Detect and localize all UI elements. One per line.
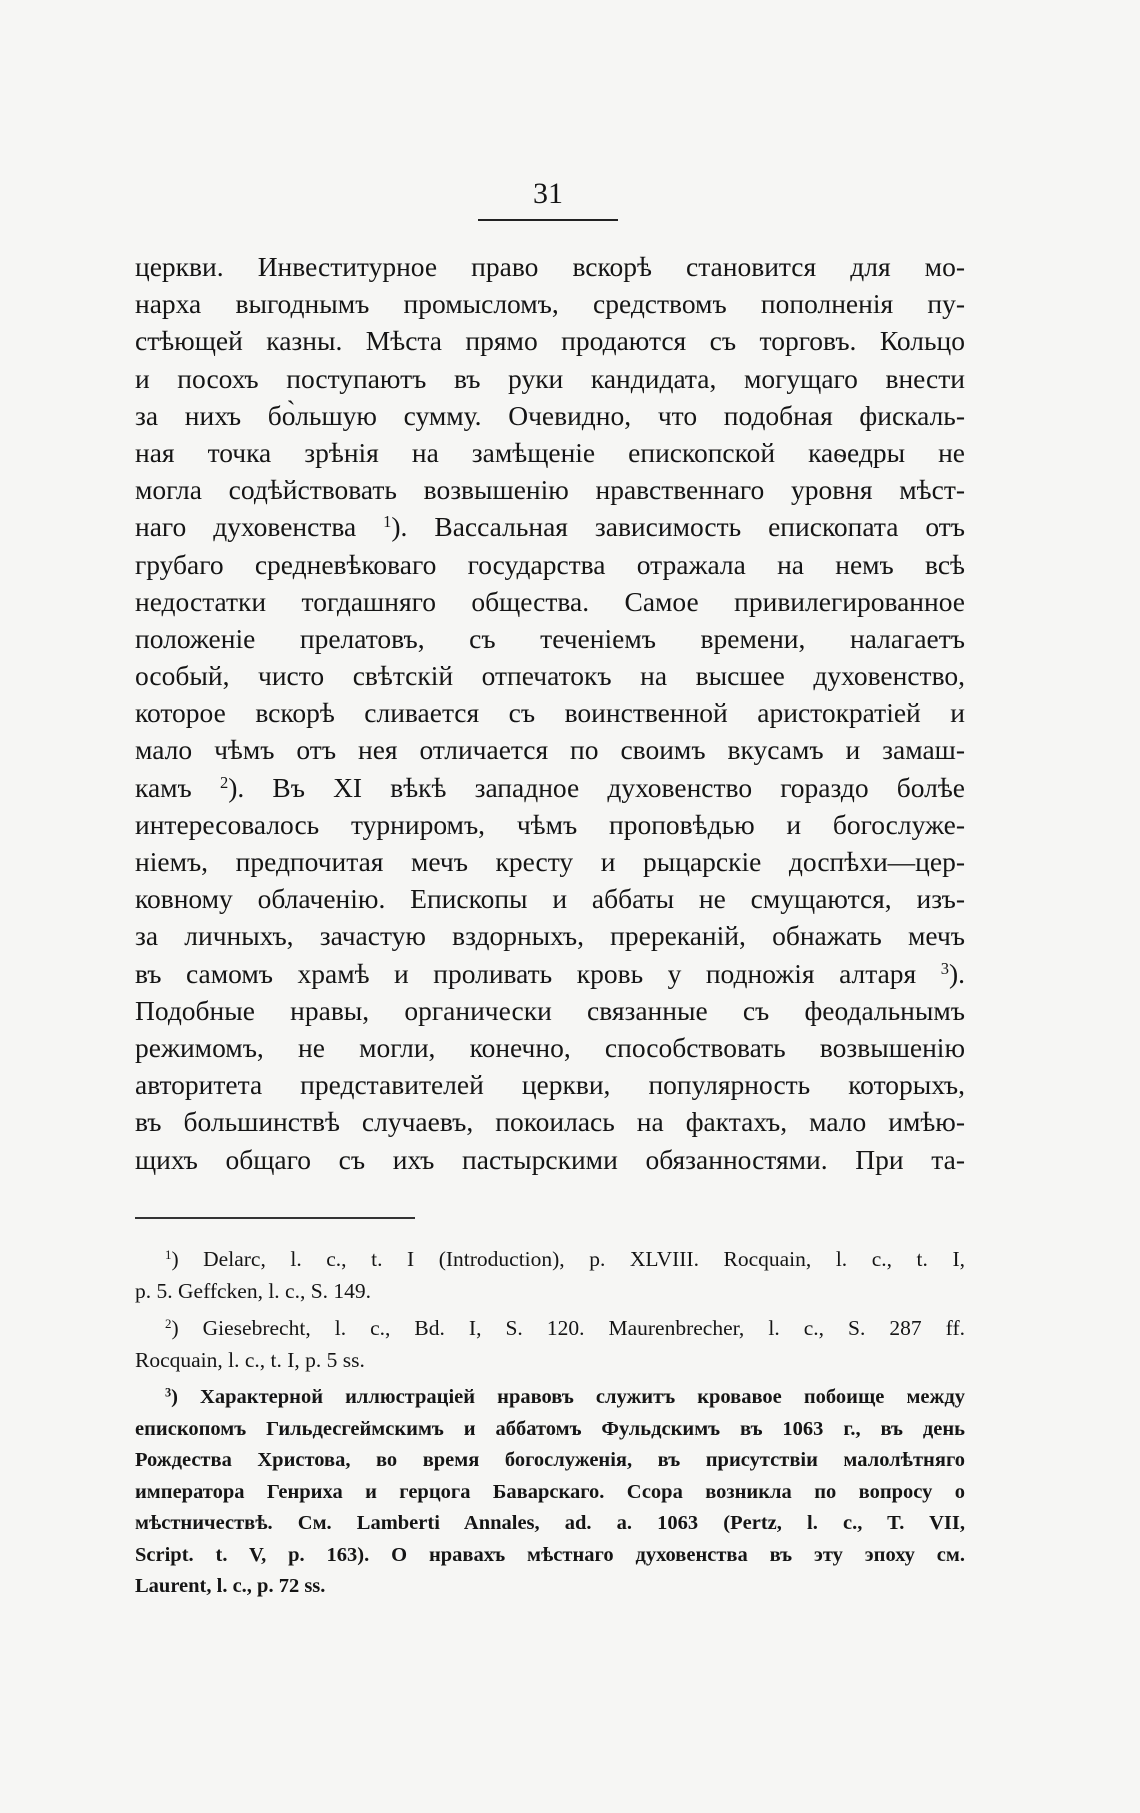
body-line [135, 508, 965, 545]
footnote-3 [135, 1382, 965, 1603]
footnote-line: мѣстничествѣ. См. Lamberti Annales, ad. a. 1063 (Pertz, l. c., T. VII, [135, 1512, 965, 1534]
body-line: ковному облаченію. Епископы и аббаты не смущаются, изъ- [135, 883, 965, 915]
body-line: положеніе прелатовъ, съ теченіемъ времени, налагаетъ [135, 622, 965, 654]
body-line: въ большинствѣ случаевъ, покоилась на фактахъ, мало имѣю- [135, 1106, 965, 1138]
footnote-1 [135, 1244, 965, 1307]
footnote-line: Script. t. V, p. 163). О нравахъ мѣстнаго духовенства въ эту эпоху см. [135, 1543, 965, 1566]
footnote-marker-1: 1 [383, 512, 392, 532]
body-line: стѣющей казны. Мѣста прямо продаются съ торговъ. Кольцо [135, 325, 965, 357]
body-line-text: камъ [135, 771, 192, 803]
footnote-line: Laurent, l. c., p. 72 ss. [135, 1575, 326, 1597]
body-line [135, 955, 965, 992]
body-line-text: ). Вассальная зависимость епископата отъ [391, 511, 965, 543]
body-line: нарха выгоднымъ промысломъ, средствомъ пополненія пу- [135, 288, 965, 320]
body-line-text: ). [948, 957, 965, 989]
body-line: Подобные нравы, органически связанные съ феодальнымъ [135, 994, 965, 1026]
footnote-line: Рождества Христова, во время богослуженія, въ присутствіи малолѣтняго [135, 1449, 965, 1471]
body-line-text: наго духовенства [135, 511, 357, 543]
footnote-marker-3: 3 [940, 958, 949, 978]
body-line-text: въ самомъ храмѣ и проливать кровь у подножія алтаря [135, 957, 917, 989]
footnote-text: ) Delarc, l. c., t. I (Introduction), p. XLVIII. Rocquain, l. c., t. I, [171, 1247, 965, 1271]
body-line: грубаго средневѣковаго государства отражала на немъ всѣ [135, 548, 965, 580]
page-number: 31 [533, 177, 563, 210]
footnote-line [135, 1313, 965, 1345]
footnote-line [135, 1244, 965, 1276]
page-number-rule [478, 219, 618, 221]
body-line: за личныхъ, зачастую вздорныхъ, пререканій, обнажать мечъ [135, 920, 965, 952]
body-line: ніемъ, предпочитая мечъ кресту и рыцарскіе доспѣхи—цер- [135, 846, 965, 877]
body-line: церкви. Инвеститурное право вскорѣ становится для мо- [135, 251, 965, 282]
footnote-line: p. 5. Geffcken, l. c., S. 149. [135, 1278, 372, 1303]
body-line: щихъ общаго съ ихъ пастырскими обязанностями. При та- [135, 1143, 965, 1175]
footnote-text: ) Giesebrecht, l. c., Bd. I, S. 120. Maurenbrecher, l. c., S. 287 ff. [171, 1316, 965, 1340]
body-line: и посохъ поступаютъ въ руки кандидата, могущаго внести [135, 362, 965, 394]
body-line: недостатки тогдашняго общества. Самое привилегированное [135, 585, 965, 617]
body-line: мало чѣмъ отъ нея отличается по своимъ вкусамъ и замаш- [135, 734, 965, 766]
footnote-line [135, 1382, 965, 1414]
body-line: режимомъ, не могли, конечно, способствовать возвышенію [135, 1031, 965, 1063]
footnote-number: 1 [165, 1247, 172, 1262]
body-line: за нихъ бо̀льшую сумму. Очевидно, что подобная фискаль- [135, 399, 965, 431]
footnote-text: ) Характерной иллюстраціей нравовъ служитъ кровавое побоище между [171, 1386, 965, 1408]
body-line: интересовалось турниромъ, чѣмъ проповѣдью и богослуже- [135, 808, 965, 840]
footnote-line: Rocquain, l. c., t. I, p. 5 ss. [135, 1347, 365, 1372]
footnote-line: императора Генриха и герцога Баварскаго. Ссора возникла по вопросу о [135, 1480, 965, 1503]
footnote-number: 2 [165, 1316, 172, 1331]
body-line: особый, чисто свѣтскій отпечатокъ на высшее духовенство, [135, 660, 965, 692]
body-line [135, 769, 965, 806]
footnote-marker-2: 2 [219, 772, 229, 792]
body-line-text: ). Въ XI вѣкѣ западное духовенство гораздо болѣе [228, 771, 965, 803]
body-line: ная точка зрѣнія на замѣщеніе епископской каѳедры не [135, 436, 965, 468]
footnote-2 [135, 1313, 965, 1376]
footnote-separator [135, 1217, 415, 1219]
body-line: авторитета представителей церкви, популярность которыхъ, [135, 1069, 965, 1101]
body-text [135, 248, 965, 1178]
footnotes [135, 1244, 965, 1603]
footnote-number: 3 [165, 1385, 172, 1400]
body-line: которое вскорѣ сливается съ воинственной аристократіей и [135, 697, 965, 729]
footnote-line: епископомъ Гильдесгеймскимъ и аббатомъ Фульдскимъ въ 1063 г., въ день [135, 1417, 965, 1440]
body-line: могла содѣйствовать возвышенію нравственнаго уровня мѣст- [135, 474, 965, 506]
